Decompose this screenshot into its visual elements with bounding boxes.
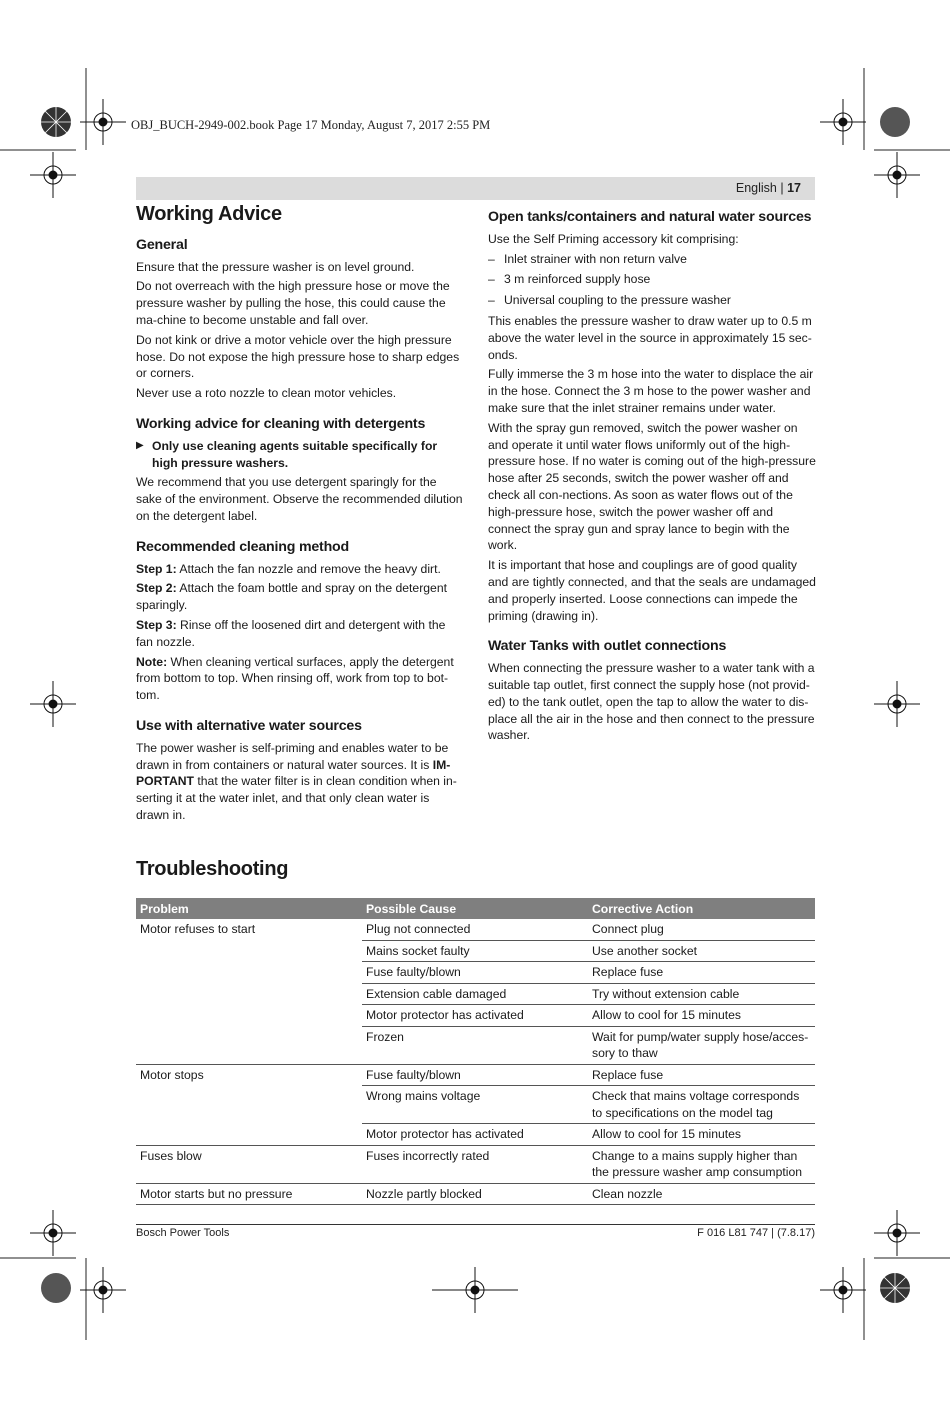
- page-language-label: [736, 181, 801, 195]
- heading-open-tanks: Open tanks/containers and natural water sources: [488, 209, 812, 225]
- table-row: [136, 919, 815, 940]
- step-1: [136, 561, 464, 578]
- list-item: [488, 251, 816, 268]
- cause-cell: Extension cable damaged: [362, 983, 588, 1005]
- open-tanks-paragraph: Fully immerse the 3 m hose into the water to displace the air in the hose. Connect the 3 m hose to the power washer and make sure that the inlet strainer remains under water.: [488, 367, 814, 415]
- column-header-action: Corrective Action: [588, 898, 815, 919]
- print-job-header: OBJ_BUCH-2949-002.book Page 17 Monday, August 7, 2017 2:55 PM: [131, 118, 491, 132]
- emphasis: IM-PORTANT: [136, 757, 451, 789]
- action-cell: Check that mains voltage corresponds to specifications on the model tag: [588, 1086, 815, 1124]
- heading-cleaning-method: Recommended cleaning method: [136, 538, 349, 555]
- heading-water-tanks: Water Tanks with outlet connections: [488, 638, 727, 655]
- footer-brand: Bosch Power Tools: [136, 1227, 230, 1239]
- general-paragraph: Do not overreach with the high pressure hose or move the pressure washer by pulling the hose, this could cause the ma-chine to become unstable and fall over.: [136, 279, 450, 327]
- cause-cell: Nozzle partly blocked: [362, 1183, 588, 1205]
- footer-divider: [136, 1224, 815, 1225]
- open-tanks-paragraph: It is important that hose and couplings are of good quality and are tightly connected, and that the seals are undamaged and properly inserted. Loose connections can impede the priming (drawing in).: [488, 558, 816, 623]
- open-tanks-intro: Use the Self Priming accessory kit comprising:: [488, 231, 739, 246]
- table-header-row: [136, 898, 815, 919]
- cause-cell: Mains socket faulty: [362, 940, 588, 962]
- list-item-text: 3 m reinforced supply hose: [504, 272, 651, 287]
- step-text: Attach the fan nozzle and remove the heavy dirt.: [176, 561, 441, 576]
- table-row: [136, 1145, 815, 1183]
- language-text: English |: [735, 181, 788, 195]
- heading-alternative-water: Use with alternative water sources: [136, 717, 362, 734]
- action-cell: Clean nozzle: [588, 1183, 815, 1205]
- step-2: [136, 580, 464, 614]
- action-cell: Replace fuse: [588, 1064, 815, 1086]
- detergents-paragraph: We recommend that you use detergent sparingly for the sake of the environment. Observe the recommended dilution on the detergent label.: [136, 475, 463, 523]
- open-tanks-paragraph: This enables the pressure washer to draw water up to 0.5 m above the water level in the source in approximately 15 sec-onds.: [488, 313, 812, 362]
- right-column: [488, 206, 816, 747]
- heading-general: General: [136, 236, 188, 253]
- step-label: Step 1:: [136, 561, 177, 576]
- problem-cell: Motor refuses to start: [136, 919, 362, 1064]
- action-cell: Wait for pump/water supply hose/acces-sory to thaw: [588, 1026, 815, 1064]
- step-text: Rinse off the loosened dirt and detergent with the fan nozzle.: [136, 617, 446, 649]
- note-label: Note:: [136, 654, 168, 669]
- text-part: The power washer is self-priming and enables water to be drawn in from containers or natural water sources. It is: [136, 740, 449, 772]
- step-text: Attach the foam bottle and spray on the detergent sparingly.: [136, 581, 447, 613]
- problem-cell: Fuses blow: [136, 1145, 362, 1183]
- page-header-bar: [136, 177, 815, 200]
- table-row: [136, 1183, 815, 1205]
- cause-cell: Motor protector has activated: [362, 1124, 588, 1146]
- action-cell: Replace fuse: [588, 962, 815, 984]
- open-tanks-paragraph: With the spray gun removed, switch the power washer on and operate it until water flows uniformly out of the high-pressure hose. If no water is coming out of the high-pressure hose after 25 seconds, switch the power washer off and check all con-nections. As soon as water flows out of the high-pressure hose, switch the power washer off and connect the spray gun and spray lance to begin with the work.: [488, 420, 816, 553]
- action-cell: Allow to cool for 15 minutes: [588, 1124, 815, 1146]
- note: [136, 654, 464, 704]
- cause-cell: Plug not connected: [362, 919, 588, 940]
- step-3: [136, 617, 464, 651]
- column-header-problem: Problem: [136, 898, 362, 919]
- general-paragraph: Never use a roto nozzle to clean motor vehicles.: [136, 386, 397, 401]
- heading-detergents: Working advice for cleaning with detergents: [136, 415, 426, 432]
- cause-cell: Fuse faulty/blown: [362, 1064, 588, 1086]
- action-cell: Connect plug: [588, 919, 815, 940]
- step-label: Step 3:: [136, 617, 177, 632]
- dash-icon: –: [488, 272, 495, 287]
- list-item-text: Universal coupling to the pressure washer: [504, 293, 731, 308]
- cause-cell: Frozen: [362, 1026, 588, 1064]
- problem-cell: Motor starts but no pressure: [136, 1183, 362, 1205]
- note-text: When cleaning vertical surfaces, apply the detergent from bottom to top. When rinsing off, work from top to bot-tom.: [136, 654, 454, 703]
- list-item: [488, 292, 816, 309]
- footer-doc-number: F 016 L81 747 | (7.8.17): [697, 1227, 815, 1239]
- step-label: Step 2:: [136, 581, 177, 596]
- troubleshooting-table: [136, 898, 815, 1205]
- general-paragraph: Do not kink or drive a motor vehicle over the high pressure hose. Do not expose the high pressure hose to sharp edges or corners.: [136, 332, 460, 381]
- triangle-bullet-icon: ▶: [136, 439, 144, 451]
- section-title-troubleshooting: Troubleshooting: [136, 858, 289, 880]
- list-item-text: Inlet strainer with non return valve: [504, 251, 687, 266]
- dash-icon: –: [488, 293, 495, 308]
- action-cell: Allow to cool for 15 minutes: [588, 1005, 815, 1027]
- column-header-cause: Possible Cause: [362, 898, 588, 919]
- cause-cell: Fuses incorrectly rated: [362, 1145, 588, 1183]
- list-item: [488, 271, 816, 288]
- left-column: [136, 203, 464, 827]
- action-cell: Try without extension cable: [588, 983, 815, 1005]
- general-paragraph: Ensure that the pressure washer is on level ground.: [136, 259, 415, 274]
- text-part: that the water filter is in clean condition when in-serting it at the water inlet, and that only clean water is drawn in.: [136, 774, 457, 822]
- action-cell: Change to a mains supply higher than the pressure washer amp consumption: [588, 1145, 815, 1183]
- alternative-paragraph: [136, 740, 464, 824]
- warning-bullet: [136, 438, 464, 472]
- cause-cell: Wrong mains voltage: [362, 1086, 588, 1124]
- water-tanks-paragraph: When connecting the pressure washer to a water tank with a suitable tap outlet, first connect the supply hose (not provid-ed) to the tank outlet, open the tap to allow the water to dis-place all the air in the hose and then connect to the pressure washer.: [488, 661, 815, 743]
- bullet-text: Only use cleaning agents suitable specifically for high pressure washers.: [152, 438, 438, 470]
- action-cell: Use another socket: [588, 940, 815, 962]
- table-row: [136, 1064, 815, 1086]
- cause-cell: Fuse faulty/blown: [362, 962, 588, 984]
- cause-cell: Motor protector has activated: [362, 1005, 588, 1027]
- dash-icon: –: [488, 251, 495, 266]
- section-title-working-advice: Working Advice: [136, 203, 282, 225]
- page-number: 17: [787, 181, 801, 195]
- problem-cell: Motor stops: [136, 1064, 362, 1145]
